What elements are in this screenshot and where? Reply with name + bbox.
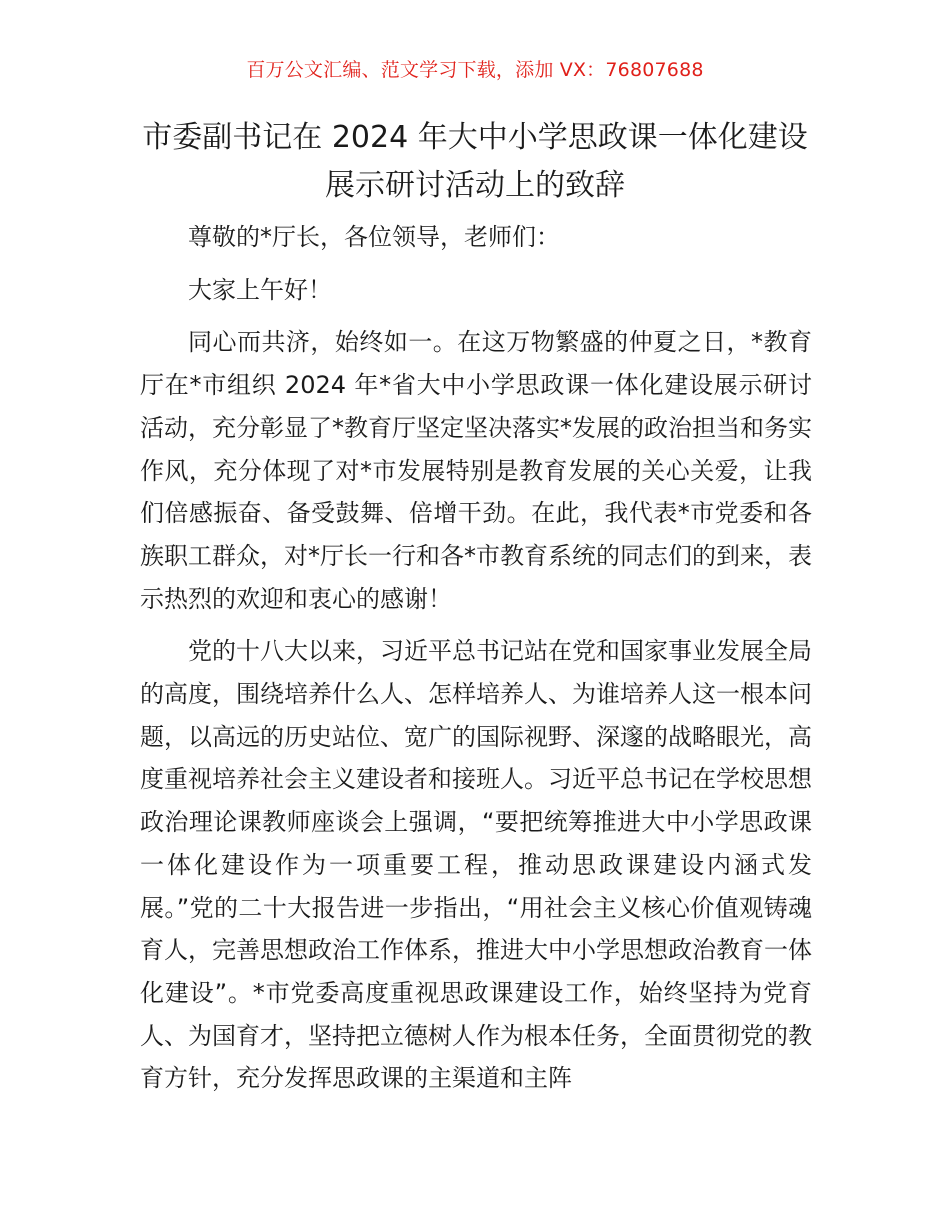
document-body — [140, 216, 812, 1100]
paragraph-1: 同心而共济，始终如一。在这万物繁盛的仲夏之日，*教育厅在*市组织 2024 年*省大中小学思政课一体化建设展示研讨活动，充分彰显了*教育厅坚定坚决落实*发展的政治担当和务实作风，充分体现了对*市发展特别是教育发展的关心关爱，让我们倍感振奋、备受鼓舞、倍增干劲。在此，我代表*市党委和各族职工群众，对*厅长一行和各*市教育系统的同志们的到来，表示热烈的欢迎和衷心的感谢！ — [140, 328, 812, 613]
document-title: 市委副书记在 2024 年大中小学思政课一体化建设展示研讨活动上的致辞 — [142, 120, 808, 203]
salutation: 尊敬的*厅长，各位领导，老师们： — [188, 223, 560, 251]
paragraph-2: 党的十八大以来，习近平总书记站在党和国家事业发展全局的高度，围绕培养什么人、怎样培养人、为谁培养人这一根本问题，以高远的历史站位、宽广的国际视野、深邃的战略眼光，高度重视培养社会主义建设者和接班人。习近平总书记在学校思想政治理论课教师座谈会上强调，“要把统筹推进大中小学思政课一体化建设作为一项重要工程，推动思政课建设内涵式发展。”党的二十大报告进一步指出，“用社会主义核心价值观铸魂育人，完善思想政治工作体系，推进大中小学思想政治教育一体化建设”。*市党委高度重视思政课建设工作，始终坚持为党育人、为国育才，坚持把立德树人作为根本任务，全面贯彻党的教育方针，充分发挥思政课的主渠道和主阵 — [140, 637, 812, 1093]
download-banner: 百万公文汇编、范文学习下载，添加 VX：76807688 — [246, 59, 704, 81]
greeting: 大家上午好！ — [188, 275, 332, 304]
